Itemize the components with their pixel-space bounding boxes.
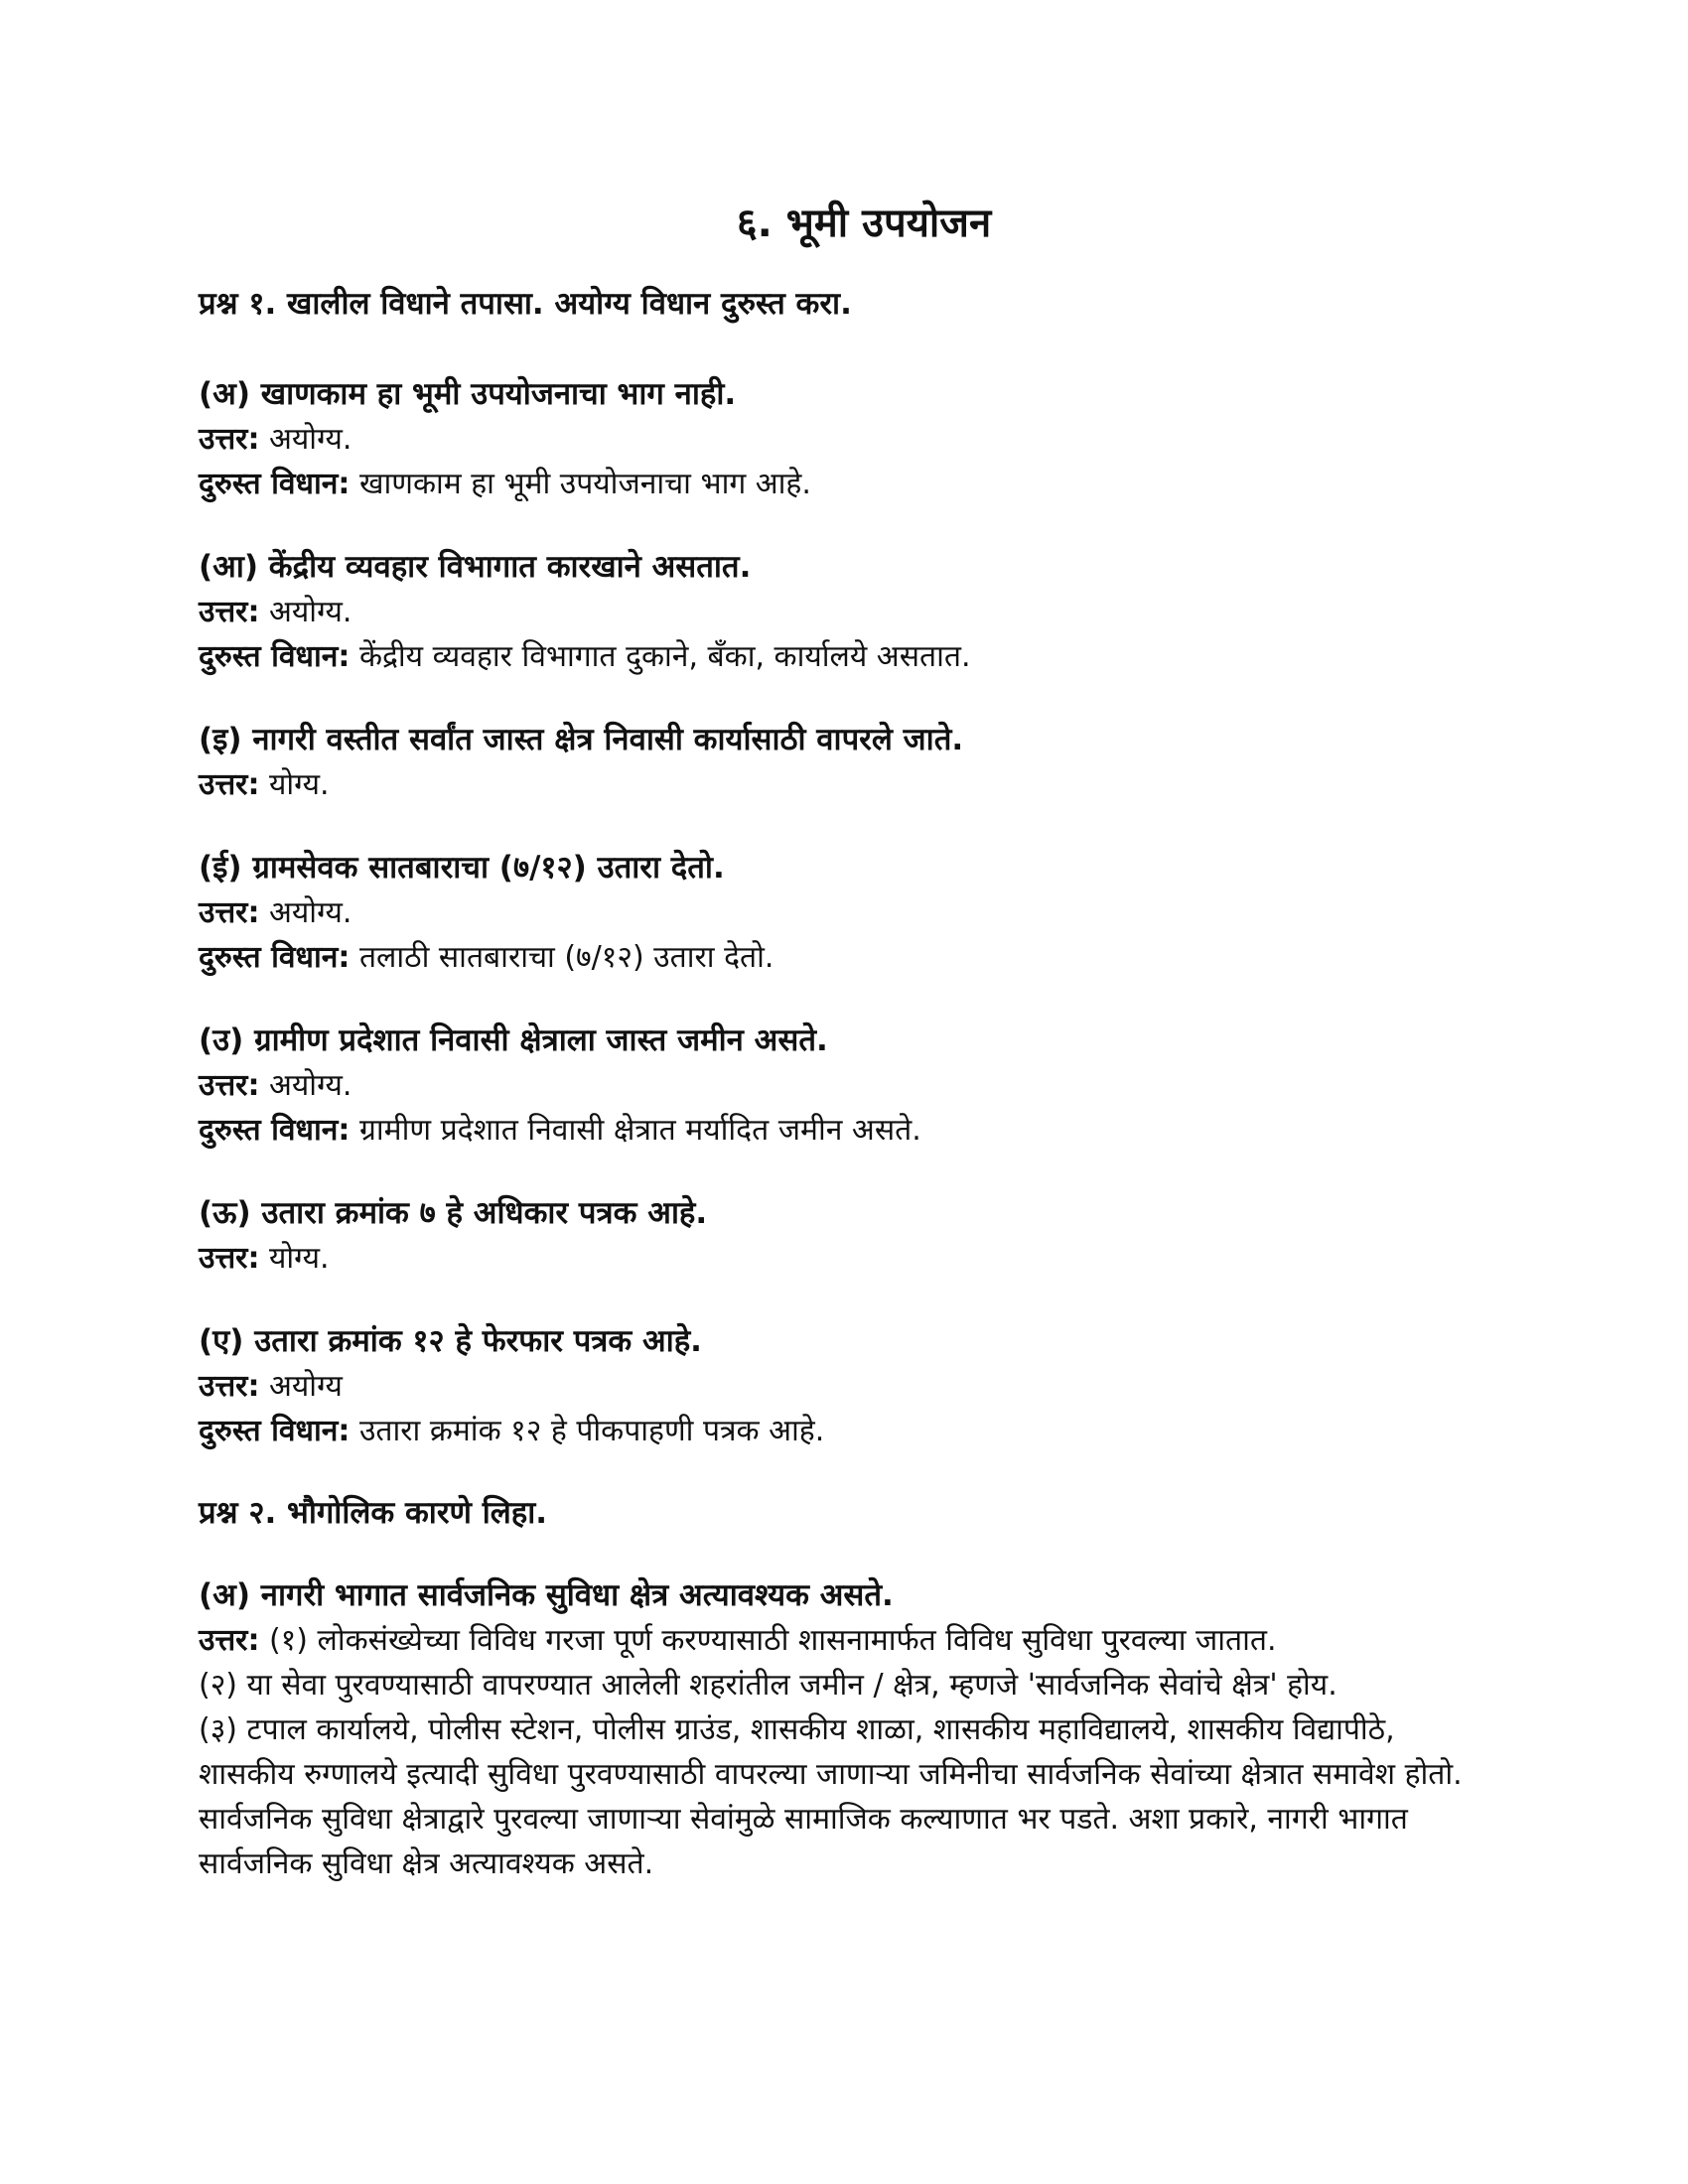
- answer-text: अयोग्य.: [259, 1068, 352, 1103]
- answer-line: [199, 762, 1489, 807]
- correction-line: [199, 1409, 1489, 1453]
- correction-text: खाणकाम हा भूमी उपयोजनाचा भाग आहे.: [350, 467, 811, 501]
- statement: (उ) ग्रामीण प्रदेशात निवासी क्षेत्राला जास्त जमीन असते.: [199, 1023, 828, 1058]
- answer-text: अयोग्य: [259, 1369, 343, 1404]
- statement: (ई) ग्रामसेवक सातबाराचा (७/१२) उतारा देतो.: [199, 850, 725, 886]
- correction-label: दुरुस्त विधान:: [199, 940, 351, 975]
- answer-text: योग्य.: [259, 767, 330, 802]
- correction-label: दुरुस्त विधान:: [199, 467, 351, 501]
- answer-label: उत्तर:: [199, 1241, 260, 1276]
- answer-line: [199, 590, 1489, 634]
- correction-label: दुरुस्त विधान:: [199, 1414, 351, 1448]
- statement: (आ) केंद्रीय व्यवहार विभागात कारखाने असतात.: [199, 549, 752, 585]
- statement: (ए) उतारा क्रमांक १२ हे फेरफार पत्रक आहे.: [199, 1323, 702, 1359]
- correction-text: केंद्रीय व्यवहार विभागात दुकाने, बँका, कार्यालये असतात.: [350, 639, 971, 674]
- answer-label: उत्तर:: [199, 595, 260, 629]
- q1-item-uu: [199, 1190, 1489, 1281]
- q1-item-aa: [199, 544, 1489, 679]
- correction-line: [199, 935, 1489, 980]
- correction-line: [199, 1108, 1489, 1153]
- answer-text: अयोग्य.: [259, 895, 352, 930]
- answer-line: [199, 1236, 1489, 1281]
- answer-label: उत्तर:: [199, 422, 260, 457]
- q1-item-e: [199, 1318, 1489, 1453]
- correction-line: [199, 634, 1489, 679]
- question-2-heading: प्रश्न २. भौगोलिक कारणे लिहा.: [199, 1495, 548, 1531]
- answer-label: उत्तर:: [199, 895, 260, 930]
- statement: (इ) नागरी वस्तीत सर्वांत जास्त क्षेत्र निवासी कार्यासाठी वापरले जाते.: [199, 722, 964, 757]
- correction-line: [199, 462, 1489, 506]
- q2-item-a: [199, 1572, 1489, 1886]
- q1-item-a: [199, 371, 1489, 506]
- page-title: ६. भूमी उपयोजन: [736, 201, 992, 246]
- question-1-heading: प्रश्न १. खालील विधाने तपासा. अयोग्य विधान दुरुस्त करा.: [199, 286, 852, 322]
- answer-label: उत्तर:: [199, 1623, 260, 1658]
- q1-item-u: [199, 1018, 1489, 1153]
- correction-label: दुरुस्त विधान:: [199, 1113, 351, 1148]
- answer-line: [199, 417, 1489, 462]
- answer-label: उत्तर:: [199, 1068, 260, 1103]
- statement: (अ) नागरी भागात सार्वजनिक सुविधा क्षेत्र अत्यावश्यक असते.: [199, 1577, 894, 1613]
- answer-text: योग्य.: [259, 1241, 330, 1276]
- q1-item-i: [199, 717, 1489, 807]
- statement: (ऊ) उतारा क्रमांक ७ हे अधिकार पत्रक आहे.: [199, 1195, 708, 1231]
- correction-text: उतारा क्रमांक १२ हे पीकपाहणी पत्रक आहे.: [350, 1414, 825, 1448]
- point-1-text: (१) लोकसंख्येच्या विविध गरजा पूर्ण करण्यासाठी शासनामार्फत विविध सुविधा पुरवल्या जातात.: [259, 1623, 1277, 1658]
- answer-point-2: (२) या सेवा पुरवण्यासाठी वापरण्यात आलेली शहरांतील जमीन / क्षेत्र, म्हणजे 'सार्वजनिक सेवांचे क्षेत्र' होय.: [199, 1668, 1337, 1703]
- correction-text: तलाठी सातबाराचा (७/१२) उतारा देतो.: [350, 940, 774, 975]
- answer-point-3: (३) टपाल कार्यालये, पोलीस स्टेशन, पोलीस ग्राउंड, शासकीय शाळा, शासकीय महाविद्यालये, शासकीय विद्यापीठे, शासकीय रुग्णालये इत्यादी सुविधा पुरवण्यासाठी वापरल्या जाणाऱ्या जमिनीचा सार्वजनिक सेवांच्या क्षेत्रात समावेश होतो. सार्वजनिक सुविधा क्षेत्राद्वारे पुरवल्या जाणाऱ्या सेवांमुळे सामाजिक कल्याणात भर पडते. अशा प्रकारे, नागरी भागात सार्वजनिक सुविधा क्षेत्र अत्यावश्यक असते.: [199, 1712, 1463, 1881]
- answer-label: उत्तर:: [199, 1369, 260, 1404]
- answer-text: अयोग्य.: [259, 595, 352, 629]
- q1-item-ii: [199, 845, 1489, 980]
- correction-text: ग्रामीण प्रदेशात निवासी क्षेत्रात मर्यादित जमीन असते.: [350, 1113, 921, 1148]
- answer-line: [199, 1364, 1489, 1409]
- answer-point-1: [199, 1618, 1489, 1663]
- answer-text: अयोग्य.: [259, 422, 352, 457]
- answer-line: [199, 1063, 1489, 1108]
- correction-label: दुरुस्त विधान:: [199, 639, 351, 674]
- answer-line: [199, 890, 1489, 935]
- document-page: [199, 194, 1489, 1924]
- answer-label: उत्तर:: [199, 767, 260, 802]
- statement: (अ) खाणकाम हा भूमी उपयोजनाचा भाग नाही.: [199, 376, 737, 412]
